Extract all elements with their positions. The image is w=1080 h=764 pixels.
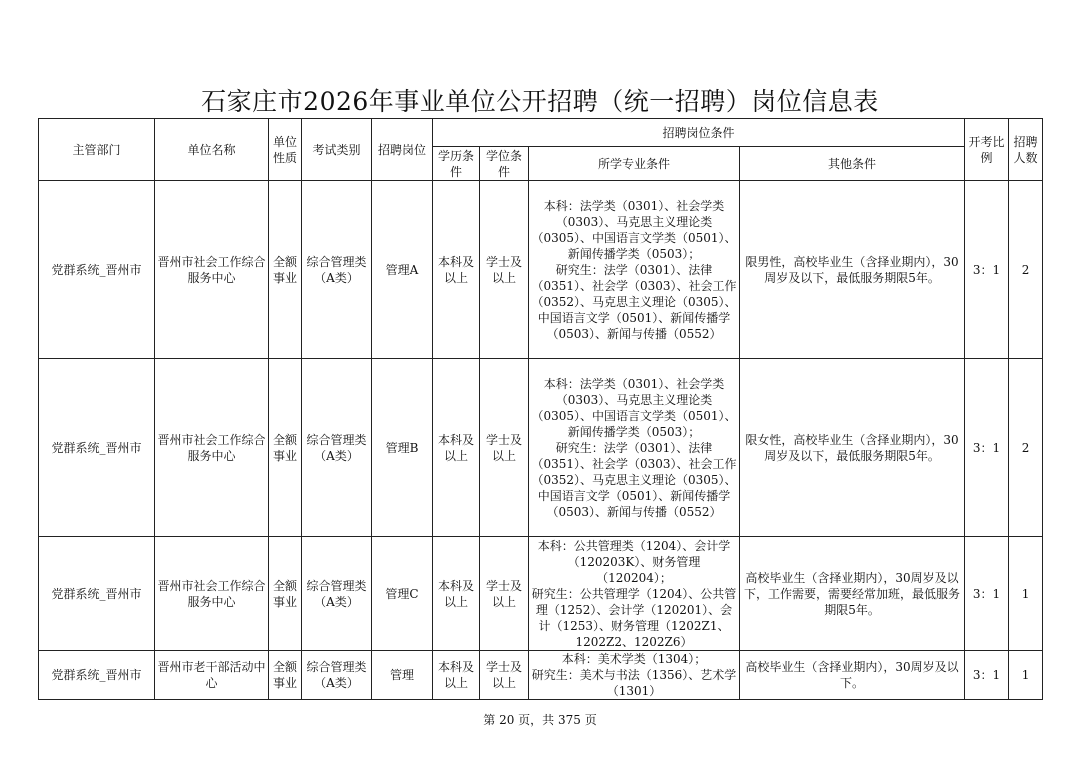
header-other: 其他条件	[740, 147, 965, 181]
cell-exam: 综合管理类（A类）	[302, 651, 372, 700]
cell-major: 本科：美术学类（1304）； 研究生：美术与书法（1356）、艺术学（1301）	[529, 651, 740, 700]
cell-other: 限女性，高校毕业生（含择业期内），30周岁及以下，最低服务期限5年。	[740, 359, 965, 537]
cell-ratio: 3：1	[965, 651, 1009, 700]
cell-nature: 全额事业	[269, 181, 302, 359]
cell-edu: 本科及以上	[433, 359, 480, 537]
cell-nature: 全额事业	[269, 359, 302, 537]
cell-exam: 综合管理类（A类）	[302, 181, 372, 359]
cell-nature: 全额事业	[269, 651, 302, 700]
cell-exam: 综合管理类（A类）	[302, 359, 372, 537]
cell-unit: 晋州市社会工作综合服务中心	[155, 359, 269, 537]
cell-count: 1	[1009, 537, 1043, 651]
cell-ratio: 3：1	[965, 359, 1009, 537]
table-row	[39, 181, 1043, 359]
cell-other: 高校毕业生（含择业期内），30周岁及以下，工作需要，需要经常加班，最低服务期限5年。	[740, 537, 965, 651]
page-title: 石家庄市2026年事业单位公开招聘（统一招聘）岗位信息表	[201, 87, 879, 116]
cell-unit: 晋州市社会工作综合服务中心	[155, 181, 269, 359]
table-row	[39, 651, 1043, 700]
cell-degree: 学士及以上	[480, 181, 529, 359]
cell-other: 高校毕业生（含择业期内），30周岁及以下。	[740, 651, 965, 700]
cell-unit: 晋州市社会工作综合服务中心	[155, 537, 269, 651]
cell-dept: 党群系统_晋州市	[39, 537, 155, 651]
cell-dept: 党群系统_晋州市	[39, 181, 155, 359]
header-dept: 主管部门	[39, 119, 155, 181]
cell-post: 管理	[372, 651, 433, 700]
cell-ratio: 3：1	[965, 181, 1009, 359]
header-major: 所学专业条件	[529, 147, 740, 181]
cell-major: 本科：法学类（0301）、社会学类（0303）、马克思主义理论类（0305）、中国语言文学类（0501）、新闻传播学类（0503）； 研究生：法学（0301）、法律（0351）、社会学（0303）、社会工作（0352）、马克思主义理论（0305）、中国语言文学（0501）、新闻传播学（0503）、新闻与传播（0552）	[529, 181, 740, 359]
cell-nature: 全额事业	[269, 537, 302, 651]
cell-dept: 党群系统_晋州市	[39, 651, 155, 700]
header-degree: 学位条件	[480, 147, 529, 181]
cell-post: 管理A	[372, 181, 433, 359]
cell-other: 限男性，高校毕业生（含择业期内），30周岁及以下，最低服务期限5年。	[740, 181, 965, 359]
header-edu: 学历条件	[433, 147, 480, 181]
job-info-table	[38, 118, 1043, 700]
cell-exam: 综合管理类（A类）	[302, 537, 372, 651]
page-number: 第 20 页，共 375 页	[483, 713, 597, 727]
cell-post: 管理C	[372, 537, 433, 651]
cell-major: 本科：公共管理类（1204）、会计学（120203K）、财务管理（120204）； 研究生：公共管理学（1204）、公共管理（1252）、会计学（120201）、会计（1253）、财务管理（1202Z1、1202Z2、1202Z6）	[529, 537, 740, 651]
header-conditions: 招聘岗位条件	[433, 119, 965, 147]
header-ratio: 开考比例	[965, 119, 1009, 181]
header-unit: 单位名称	[155, 119, 269, 181]
cell-dept: 党群系统_晋州市	[39, 359, 155, 537]
cell-ratio: 3：1	[965, 537, 1009, 651]
header-count: 招聘人数	[1009, 119, 1043, 181]
cell-edu: 本科及以上	[433, 537, 480, 651]
cell-count: 1	[1009, 651, 1043, 700]
header-post: 招聘岗位	[372, 119, 433, 181]
cell-degree: 学士及以上	[480, 651, 529, 700]
header-nature: 单位性质	[269, 119, 302, 181]
cell-degree: 学士及以上	[480, 537, 529, 651]
cell-count: 2	[1009, 181, 1043, 359]
table-row	[39, 537, 1043, 651]
cell-edu: 本科及以上	[433, 181, 480, 359]
table-row	[39, 359, 1043, 537]
cell-edu: 本科及以上	[433, 651, 480, 700]
cell-post: 管理B	[372, 359, 433, 537]
cell-unit: 晋州市老干部活动中心	[155, 651, 269, 700]
cell-degree: 学士及以上	[480, 359, 529, 537]
cell-count: 2	[1009, 359, 1043, 537]
cell-major: 本科：法学类（0301）、社会学类（0303）、马克思主义理论类（0305）、中国语言文学类（0501）、新闻传播学类（0503）； 研究生：法学（0301）、法律（0351）、社会学（0303）、社会工作（0352）、马克思主义理论（0305）、中国语言文学（0501）、新闻传播学（0503）、新闻与传播（0552）	[529, 359, 740, 537]
header-exam: 考试类别	[302, 119, 372, 181]
